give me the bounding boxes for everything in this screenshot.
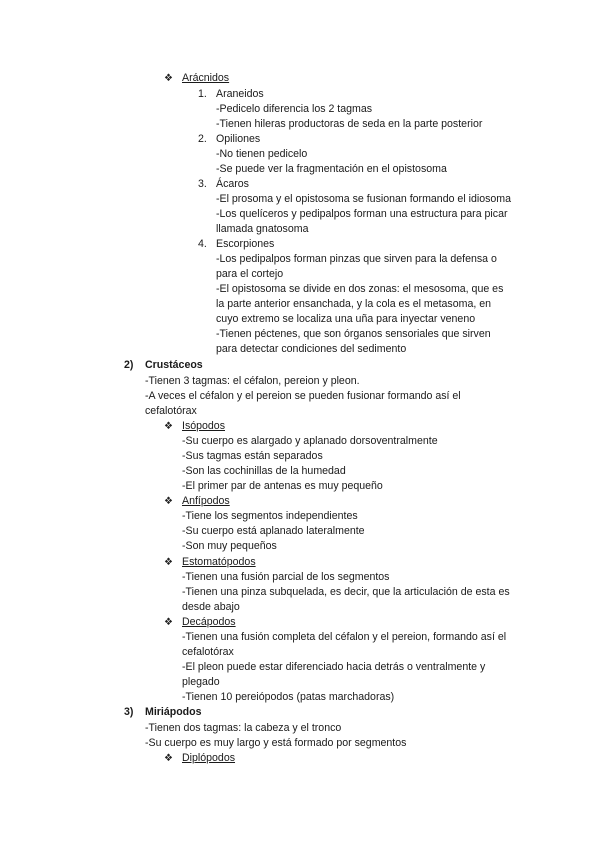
list-item: -Tienen péctenes, que son órganos sensoriales que sirven	[216, 328, 491, 340]
list-item: -Su cuerpo es alargado y aplanado dorsoventralmente	[182, 435, 438, 447]
list-item: -Tiene los segmentos independientes	[182, 510, 358, 522]
diamond-bullet-icon: ❖	[164, 617, 173, 628]
subheading-diplopodos: Diplópodos	[182, 752, 236, 764]
list-item: -El pleon puede estar diferenciado hacia detrás o ventralmente y	[182, 661, 486, 673]
subheading-isopodos: Isópodos	[182, 420, 225, 432]
subheading-decapodos: Decápodos	[182, 616, 236, 628]
list-item: -El prosoma y el opistosoma se fusionan formando el idiosoma	[216, 193, 512, 205]
list-item: -Su cuerpo es muy largo y está formado por segmentos	[145, 737, 407, 749]
group-name-escorpiones: Escorpiones	[216, 238, 275, 250]
list-item: -El primer par de antenas es muy pequeño	[182, 480, 383, 492]
list-item: la parte anterior ensanchada, y la cola es el metasoma, en	[216, 298, 492, 310]
group-name-opiliones: Opiliones	[216, 133, 261, 145]
list-number: 3.	[198, 178, 207, 190]
list-item: para detectar condiciones del sedimento	[216, 343, 407, 355]
list-number: 4.	[198, 238, 207, 250]
list-item: -No tienen pedicelo	[216, 148, 308, 160]
list-item: -Tienen una pinza subquelada, es decir, que la articulación de esta es	[182, 586, 510, 598]
list-item: -Su cuerpo está aplanado lateralmente	[182, 525, 365, 537]
list-item: -Tienen 3 tagmas: el céfalon, pereion y pleon.	[145, 375, 360, 387]
list-item: -El opistosoma se divide en dos zonas: el mesosoma, que es	[216, 283, 504, 295]
list-number: 2.	[198, 133, 207, 145]
subheading-anfipodos: Anfípodos	[182, 495, 230, 507]
list-item: -Son las cochinillas de la humedad	[182, 465, 346, 477]
list-item: desde abajo	[182, 601, 240, 613]
list-item: -Sus tagmas están separados	[182, 450, 323, 462]
section-heading-miriapodos: Miriápodos	[145, 706, 202, 718]
list-item: cuyo extremo se localiza una uña para inyectar veneno	[216, 313, 476, 325]
list-number: 1.	[198, 88, 207, 100]
list-item: -Tienen una fusión completa del céfalon y el pereion, formando así el	[182, 631, 507, 643]
list-item: -Pedicelo diferencia los 2 tagmas	[216, 103, 373, 115]
diamond-bullet-icon: ❖	[164, 73, 173, 84]
list-item: para el cortejo	[216, 268, 284, 280]
list-item: -Tienen una fusión parcial de los segmentos	[182, 571, 390, 583]
group-name-acaros: Ácaros	[216, 178, 249, 190]
list-item: cefalotórax	[182, 646, 234, 658]
subheading-estomatopodos: Estomatópodos	[182, 556, 256, 568]
diamond-bullet-icon: ❖	[164, 421, 173, 432]
list-item: -Los quelíceros y pedipalpos forman una estructura para picar	[216, 208, 508, 220]
group-name-araneidos: Araneidos	[216, 88, 264, 100]
section-number: 2)	[124, 359, 134, 371]
section-heading-aracnidos: Arácnidos	[182, 72, 230, 84]
section-heading-crustaceos: Crustáceos	[145, 359, 203, 371]
list-item: -Tienen dos tagmas: la cabeza y el tronco	[145, 722, 342, 734]
list-item: -Son muy pequeños	[182, 540, 277, 552]
list-item: -A veces el céfalon y el pereion se pueden fusionar formando así el	[145, 390, 461, 402]
list-item: -Tienen 10 pereiópodos (patas marchadoras)	[182, 691, 395, 703]
diamond-bullet-icon: ❖	[164, 753, 173, 764]
list-item: plegado	[182, 676, 220, 688]
list-item: llamada gnatosoma	[216, 223, 309, 235]
diamond-bullet-icon: ❖	[164, 557, 173, 568]
list-item: -Los pedipalpos forman pinzas que sirven para la defensa o	[216, 253, 497, 265]
diamond-bullet-icon: ❖	[164, 496, 173, 507]
list-item: -Tienen hileras productoras de seda en la parte posterior	[216, 118, 483, 130]
list-item: cefalotórax	[145, 405, 197, 417]
section-number: 3)	[124, 706, 134, 718]
list-item: -Se puede ver la fragmentación en el opistosoma	[216, 163, 447, 175]
